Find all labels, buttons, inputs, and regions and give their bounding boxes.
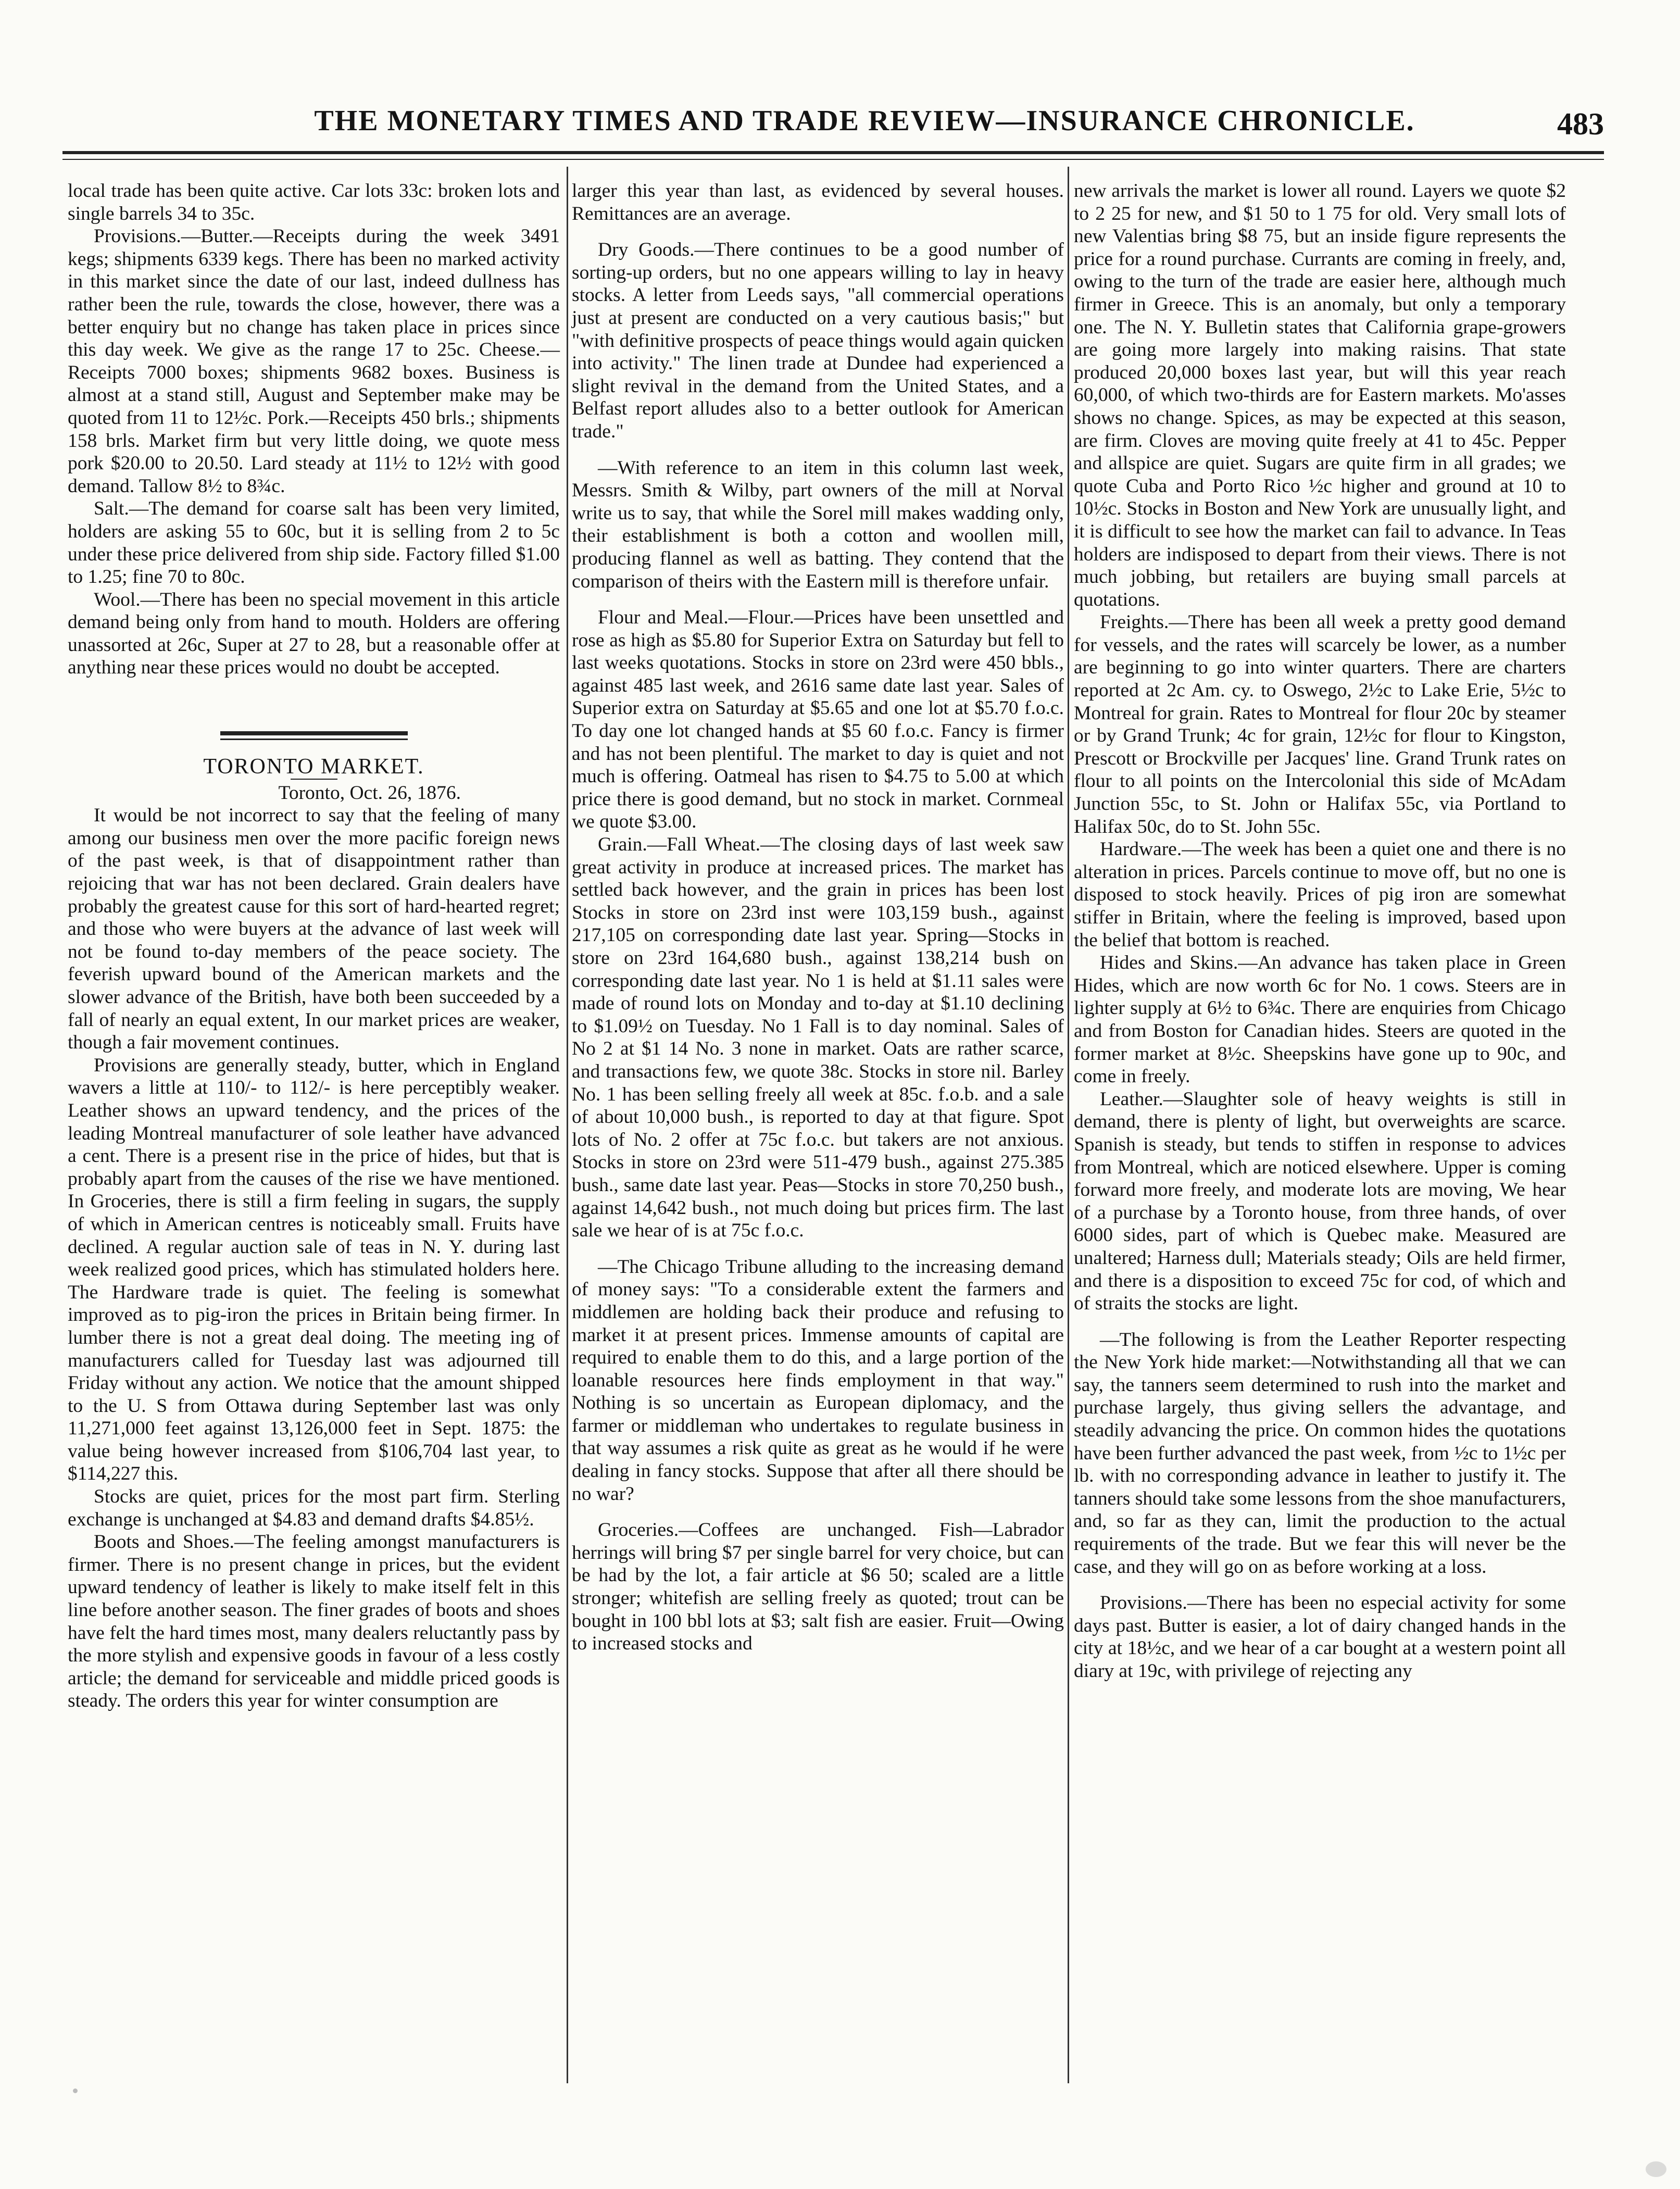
column-2 <box>572 180 1064 1655</box>
paragraph: larger this year than last, as evidenced by several houses. Remittances are an average. <box>572 180 1064 224</box>
paragraph-hides-skins: Hides and Skins.—An advance has taken place in Green Hides, which are now worth 6c for No. 1 cows. Steers are in lighter supply at 6½ to 6¾c. There are enquiries from Chicago and from Boston for Canadian hides. Steers are quoted in the former market at 8½c. Sheepskins have gone up to 90c, and come in freely. <box>1074 952 1566 1087</box>
paragraph-leather: Leather.—Slaughter sole of heavy weights is still in demand, there is plenty of light, but overweights are scarce. Spanish is steady, but tends to stiffen in response to advices from Montreal, which are noticed elsewhere. Upper is coming forward more freely, and moderate lots are moving, We hear of a purchase by a Toronto house, from three hands, of over 6000 sides, part of which is Quebec make. Measured are unaltered; Harness dull; Materials steady; Oils are held firmer, and there is a disposition to exceed 75c for cod, of which and of straits the stocks are light. <box>1074 1088 1566 1315</box>
paragraph-provisions: Provisions.—Butter.—Receipts during the week 3491 kegs; shipments 6339 kegs. There has been no marked activity in this market since the date of our last, indeed dullness has rather been the rule, towards the close, however, there was a better enquiry but no change has taken place in prices since this day week. We give as the range 17 to 25c. Cheese.—Receipts 7000 boxes; shipments 9682 boxes. Business is almost at a stand still, August and September make may be quoted from 11 to 12½c. Pork.—Receipts 450 brls.; shipments 158 brls. Market firm but very little doing, we quote mess pork $20.00 to 20.50. Lard steady at 11½ to 12½ with good demand. Tallow 8½ to 8¾c. <box>68 226 560 497</box>
paragraph: local trade has been quite active. Car lots 33c: broken lots and single barrels 34 to 35c. <box>68 180 560 224</box>
paragraph-salt: Salt.—The demand for coarse salt has been very limited, holders are asking 55 to 60c, but it is selling from 2 to 5c under these price delivered from ship side. Factory filled $1.00 to 1.25; fine 70 to 80c. <box>68 498 560 588</box>
paragraph-grain: Grain.—Fall Wheat.—The closing days of last week saw great activity in produce at increased prices. The market has settled back however, and the grain in prices has been lost Stocks in store on 23rd inst were 103,159 bush., against 217,105 on corresponding date last year. Spring—Stocks in store on 23rd 164,680 bush., against 138,214 bush on corresponding date last year. No 1 is held at $1.11 sales were made of round lots on Monday and to-day at $1.10 declining to $1.09½ on Tuesday. No 1 Fall is to day nominal. Sales of No 2 at $1 14 No. 3 none in market. Oats are rather scarce, and transactions few, we quote 38c. Stocks in store nil. Barley No. 1 has been selling freely all week at 85c. f.o.b. and a sale of about 10,000 bush., is reported to day at that figure. Spot lots of No. 2 offer at 75c f.o.c. but takers are not anxious. Stocks in store on 23rd were 511-479 bush., against 275.385 bush., same date last year. Peas—Stocks in store 70,250 bush., against 14,642 bush., not much doing but prices firm. The last sale we hear of is at 75c f.o.c. <box>572 834 1064 1242</box>
column-1 <box>68 180 560 1712</box>
header-rule-thick <box>62 151 1604 154</box>
paragraph-flour-meal: Flour and Meal.—Flour.—Prices have been unsettled and rose as high as $5.80 for Superior Extra on Saturday but fell to last weeks quotations. Stocks in store on 23rd were 450 bbls., against 485 last week, and 2616 same date last year. Sales of Superior extra on Saturday at $5.65 and one lot at $5.70 f.o.c. To day one lot changed hands at $5 60 f.o.c. Fancy is firmer and has not been plentiful. The market to day is quiet and not much is offering. Oatmeal has risen to $4.75 to 5.00 at which price there is good demand, but no stock in market. Cornmeal we quote $3.00. <box>572 607 1064 833</box>
section-title: TORONTO MARKET. <box>203 755 424 779</box>
paragraph: —The following is from the Leather Reporter respecting the New York hide market:—Notwithstanding all that we can say, the tanners seem determined to rush into the market and purchase largely, thus giving sellers the advantage, and steadily advancing the price. On common hides the quotations have been further advanced the past week, from ½c to 1½c per lb. with no corresponding advance in leather to justify it. The tanners should take some lessons from the shoe manufacturers, and, so far as they can, limit the production to the actual requirements of the trade. But we fear this will never be the case, and they will go on as before working at a loss. <box>1074 1329 1566 1578</box>
paragraph-groceries: Groceries.—Coffees are unchanged. Fish—Labrador herrings will bring $7 per single barrel for very choice, but can be had by the lot, a fair article at $6 50; scaled are a little stronger; whitefish are selling freely as quoted; trout can be bought in 100 bbl lots at $3; salt fish are easier. Fruit—Owing to increased stocks and <box>572 1519 1064 1655</box>
scan-speck <box>1646 2161 1666 2177</box>
paragraph-provisions: Provisions.—There has been no especial activity for some days past. Butter is easier, a lot of dairy changed hands in the city at 18½c, and we hear of a car bought at a western point all diary at 19c, with privilege of rejecting any <box>1074 1592 1566 1682</box>
paragraph-boots-shoes: Boots and Shoes.—The feeling amongst manufacturers is firmer. There is no present change in prices, but the evident upward tendency of leather is likely to make itself felt in this line before another season. The finer grades of boots and shoes have felt the hard times most, many dealers reluctantly pass by the more stylish and expensive goods in favour of a less costly article; the demand for serviceable and middle priced goods is steady. The orders this year for winter consumption are <box>68 1531 560 1712</box>
paragraph-freights: Freights.—There has been all week a pretty good demand for vessels, and the rates will scarcely be lower, as a number are beginning to go into winter quarters. There are charters reported at 2c Am. cy. to Oswego, 2½c to Lake Erie, 5½c to Montreal for grain. Rates to Montreal for flour 20c by steamer or by Grand Trunk; 4c for grain, 12½c for flour to Kingston, Prescott or Brockville per Jacques' line. Grand Trunk rates on flour to all points on the Intercolonial this side of McAdam Junction 55c, to St. John or Halifax 55c, via Portland to Halifax 50c, do to St. John 55c. <box>1074 611 1566 837</box>
paragraph: —The Chicago Tribune alluding to the increasing demand of money says: "To a considerable extent the farmers and middlemen are holding back their produce and refusing to market it at present prices. Immense amounts of capital are required to enable them to do this, and a large portion of the loanable resources here finds employment in that way." Nothing is so uncertain as European diplomacy, and the farmer or middleman who undertakes to regulate business in that way assumes a risk quite as great as he would if he were dealing in fancy stocks. Suppose that after all there should be no war? <box>572 1256 1064 1505</box>
paragraph-stocks: Stocks are quiet, prices for the most part firm. Sterling exchange is unchanged at $4.83 and demand drafts $4.85½. <box>68 1486 560 1530</box>
section-rule <box>220 739 408 740</box>
masthead-title: THE MONETARY TIMES AND TRADE REVIEW—INSURANCE CHRONICLE. <box>314 105 1415 137</box>
paragraph-dry-goods: Dry Goods.—There continues to be a good number of sorting-up orders, but no one appears willing to lay in heavy stocks. A letter from Leeds says, "all commercial operations just at present are conducted on a very cautious basis;" but "with definitive prospects of peace things would again quicken into activity." The linen trade at Dundee had experienced a slight revival in the demand from the United States, and a Belfast report alludes also to a better outlook for American trade." <box>572 239 1064 442</box>
paragraph: Provisions are generally steady, butter, which in England wavers a little at 110/- to 112/- is here perceptibly weaker. Leather shows an upward tendency, and the prices of the leading Montreal manufacturer of sole leather have advanced a cent. There is a present rise in the price of hides, but that is probably apart from the causes of the rise we have mentioned. In Groceries, there is still a firm feeling in sugars, the supply of which in American centres is noticeably small. Fruits have declined. A regular auction sale of teas in N. Y. during last week realized good prices, which has stimulated holders here. The Hardware trade is quiet. The feeling is somewhat improved as to pig-iron the prices in Britain being firmer. In lumber there is not a great deal doing. The meeting ing of manufacturers called for Tuesday last was adjourned till Friday without any action. We notice that the amount shipped to the U. S from Ottawa during September last was only 11,271,000 feet against 13,126,000 feet in Sept. 1875: the value being however increased from $106,704 last year, to $114,227 this. <box>68 1054 560 1485</box>
paragraph: It would be not incorrect to say that the feeling of many among our business men over the more pacific foreign news of the past week, is that of disappointment rather than rejoicing that war has not been declared. Grain dealers have probably the greatest cause for this sort of hard-hearted regret; and those who were buyers at the advance of last week will not be found to-day members of the peace society. The feverish upward bound of the American markets and the slower advance of the British, have both been succeeded by a fall of nearly an equal extent, In our market prices are weaker, though a fair movement continues. <box>68 805 560 1054</box>
section-rule <box>220 731 408 735</box>
paragraph: —With reference to an item in this column last week, Messrs. Smith & Wilby, part owners of the mill at Norval write us to say, that while the Sorel mill makes wadding only, their establishment is both a cotton and woollen mill, producing flannel as well as batting. They contend that the comparison of theirs with the Eastern mill is therefore unfair. <box>572 457 1064 592</box>
paragraph-wool: Wool.—There has been no special movement in this article demand being only from hand to mouth. Holders are offering unassorted at 26c, Super at 27 to 28, but a reasonable offer at anything near these prices would no doubt be accepted. <box>68 589 560 679</box>
page-header <box>62 104 1604 151</box>
column-3 <box>1074 180 1566 1683</box>
dateline: Toronto, Oct. 26, 1876. <box>278 782 461 804</box>
paragraph-hardware: Hardware.—The week has been a quiet one and there is no alteration in prices. Parcels continue to move off, but no one is disposed to stock heavily. Prices of pig iron are somewhat stiffer in Britain, where the feeling is improved, based upon the belief that bottom is reached. <box>1074 839 1566 951</box>
column-divider-2 <box>1068 167 1069 2083</box>
page-number: 483 <box>1557 107 1604 141</box>
column-divider-1 <box>567 167 568 2083</box>
header-rule-thin <box>62 159 1604 160</box>
paragraph: new arrivals the market is lower all round. Layers we quote $2 to 2 25 for new, and $1 50 to 1 75 for old. Very small lots of new Valentias bring $8 75, but an inside figure represents the price for a round purchase. Currants are coming in freely, and, owing to the turn of the trade are easier here, although much firmer in Greece. This is an anomaly, but only a temporary one. The N. Y. Bulletin states that California grape-growers are going more largely into making raisins. That state produced 20,000 boxes last year, but will this year reach 60,000, of which two-thirds are for Eastern markets. Mo'asses shows no change. Spices, as may be expected at this season, are firm. Cloves are moving quite freely at 41 to 45c. Pepper and allspice are quiet. Sugars are quite firm in all grades; we quote Cuba and Porto Rico ½c higher and ground at 10 to 10½c. Stocks in Boston and New York are unusually light, and it is difficult to see how the market can fail to advance. In Teas holders are indisposed to depart from their views. There is not much jobbing, but retailers are buying small parcels at quotations. <box>1074 180 1566 610</box>
scan-speck <box>73 2088 78 2093</box>
